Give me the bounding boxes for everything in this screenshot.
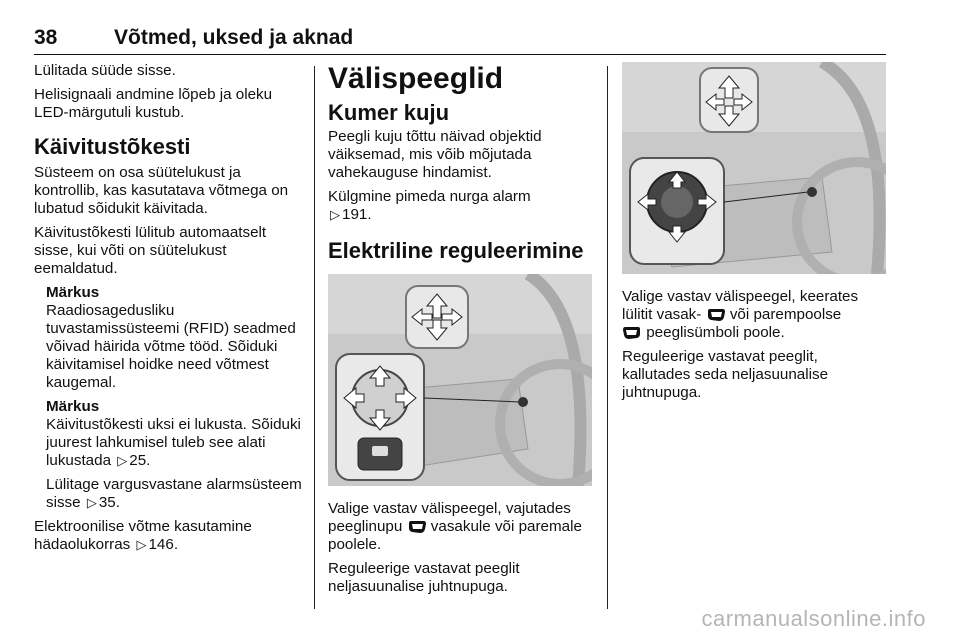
paragraph: Valige vastav välispeegel, keerates lülitit vasak- või parempoolse peeglisümboli poole. xyxy=(622,288,859,341)
page-ref[interactable]: 191. xyxy=(342,206,372,223)
paragraph: Lülitada süüde sisse. xyxy=(34,62,176,79)
note-text: Lülitage vargusvastane alarmsüsteem sisse ▷ 35. xyxy=(46,476,302,511)
column-1 xyxy=(34,62,304,560)
page-ref-arrow-icon[interactable]: ▷ xyxy=(117,453,128,468)
page-ref-arrow-icon[interactable]: ▷ xyxy=(136,537,147,552)
mirror-rotary-switch-illustration xyxy=(622,62,886,274)
page-ref-arrow-icon[interactable]: ▷ xyxy=(330,207,340,222)
paragraph: Käivitustõkesti lülitub automaatselt sisse, kui võti on süütelukust eemaldatud. xyxy=(34,224,267,277)
page-ref[interactable]: 25. xyxy=(129,452,151,469)
left-mirror-icon xyxy=(407,520,427,534)
paragraph: Reguleerige vastavat peeglit, kallutades seda neljasuunalise juhtnupuga. xyxy=(622,348,829,401)
page-header xyxy=(34,24,886,55)
note-block xyxy=(46,284,304,512)
note-title: Märkus xyxy=(46,284,100,301)
column-3 xyxy=(622,62,886,408)
note-title: Märkus xyxy=(46,398,100,415)
paragraph: Elektroonilise võtme kasutamine hädaolukorras ▷ 146. xyxy=(34,518,252,553)
page-title: Võtmed, uksed ja aknad xyxy=(114,26,354,49)
paragraph: Peegli kuju tõttu näivad objektid väiksemad, mis võib mõjutada vahekauguse hindamist. xyxy=(328,128,542,181)
section-heading: Käivitustõkesti xyxy=(34,134,191,159)
page-ref[interactable]: 146. xyxy=(148,536,179,553)
page-ref-arrow-icon[interactable]: ▷ xyxy=(86,495,97,510)
note-text: Raadiosagedusliku tuvastamissüsteemi (RFID) seadmed võivad häirida võtme tööd. Sõiduki käivitamisel hoidke need võtmest kaugemal. xyxy=(46,302,296,391)
subsection-heading: Kumer kuju xyxy=(328,100,450,125)
column-divider xyxy=(607,66,608,609)
section-heading: Välispeeglid xyxy=(328,62,504,95)
left-mirror-icon xyxy=(706,308,726,322)
paragraph: Külgmine pimeda nurga alarm ▷ 191. xyxy=(328,188,531,223)
column-2 xyxy=(328,62,596,602)
watermark: carmanualsonline.info xyxy=(701,606,926,631)
page-number: 38 xyxy=(34,26,58,49)
paragraph: Helisignaali andmine lõpeb ja oleku LED-märgutuli kustub. xyxy=(34,86,273,121)
mirror-button-illustration xyxy=(328,274,592,486)
right-mirror-icon xyxy=(622,326,642,340)
note-text: Käivitustõkesti uksi ei lukusta. Sõiduki juurest lahkumisel tuleb see alati lukustada ▷ 25. xyxy=(46,416,301,469)
paragraph: Süsteem on osa süütelukust ja kontrollib, kas kasutatava võtmega on lubatud sõidukit käivitada. xyxy=(34,164,289,217)
page-ref[interactable]: 35. xyxy=(98,494,120,511)
paragraph: Reguleerige vastavat peeglit neljasuunalise juhtnupuga. xyxy=(328,560,520,595)
column-divider xyxy=(314,66,315,609)
subsection-heading: Elektriline reguleerimine xyxy=(328,238,584,263)
paragraph: Valige vastav välispeegel, vajutades peeglinupu vasakule või paremale poolele. xyxy=(328,500,582,553)
